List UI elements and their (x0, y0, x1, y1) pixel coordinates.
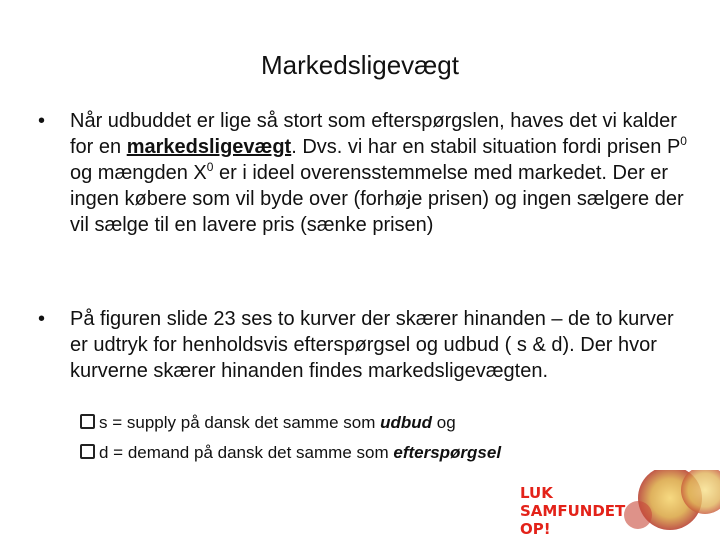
checkbox-bullet-icon (80, 414, 95, 429)
emphasis-text: efterspørgsel (393, 443, 502, 462)
emphasis-text: udbud (380, 413, 433, 432)
superscript: 0 (206, 160, 214, 174)
logo-text-line1: LUK (520, 484, 553, 502)
sub-bullet-text: og (432, 413, 456, 432)
bullet-text (70, 108, 688, 238)
sub-bullet-text: s = supply på dansk det samme som (99, 413, 381, 432)
bullet-item-curves (38, 306, 688, 384)
logo-text-line3: OP! (520, 520, 551, 538)
sub-bullet-demand (80, 442, 501, 464)
checkbox-bullet-icon (80, 444, 95, 459)
bullet-marker: • (38, 308, 46, 330)
logo-text-line2: SAMFUNDET (520, 502, 626, 520)
luk-samfundet-op-logo (520, 470, 720, 540)
bullet-item-equilibrium (38, 108, 688, 238)
bullet-text-part: og mængden X (70, 162, 207, 184)
sub-bullet-text: d = demand på dansk det samme som (99, 443, 394, 462)
sub-bullet-supply (80, 412, 456, 434)
bullet-text: På figuren slide 23 ses to kurver der skærer hinanden – de to kurver er udtryk for henholdsvis efterspørgsel og udbud ( s & d). Der hvor kurverne skærer hinanden findes markedsligevægten. (70, 308, 674, 382)
bullet-text-part: Når udbuddet er lige så stort som efterspørgslen, haves det vi kalder for en (70, 110, 677, 158)
key-term: markedsligevægt (126, 136, 292, 158)
logo-collage-circle (624, 501, 652, 529)
bullet-text-part: . Dvs. vi har en stabil situation fordi prisen P (291, 136, 681, 158)
bullet-marker: • (38, 110, 46, 132)
bullet-text-part: er i ideel overensstemmelse med markedet. Der er ingen købere som vil byde over (forhøje prisen) og ingen sælgere der vil sælge til en lavere pris (sænke prisen) (70, 162, 684, 236)
slide-title: Markedsligevægt (261, 50, 459, 80)
superscript: 0 (680, 134, 687, 148)
